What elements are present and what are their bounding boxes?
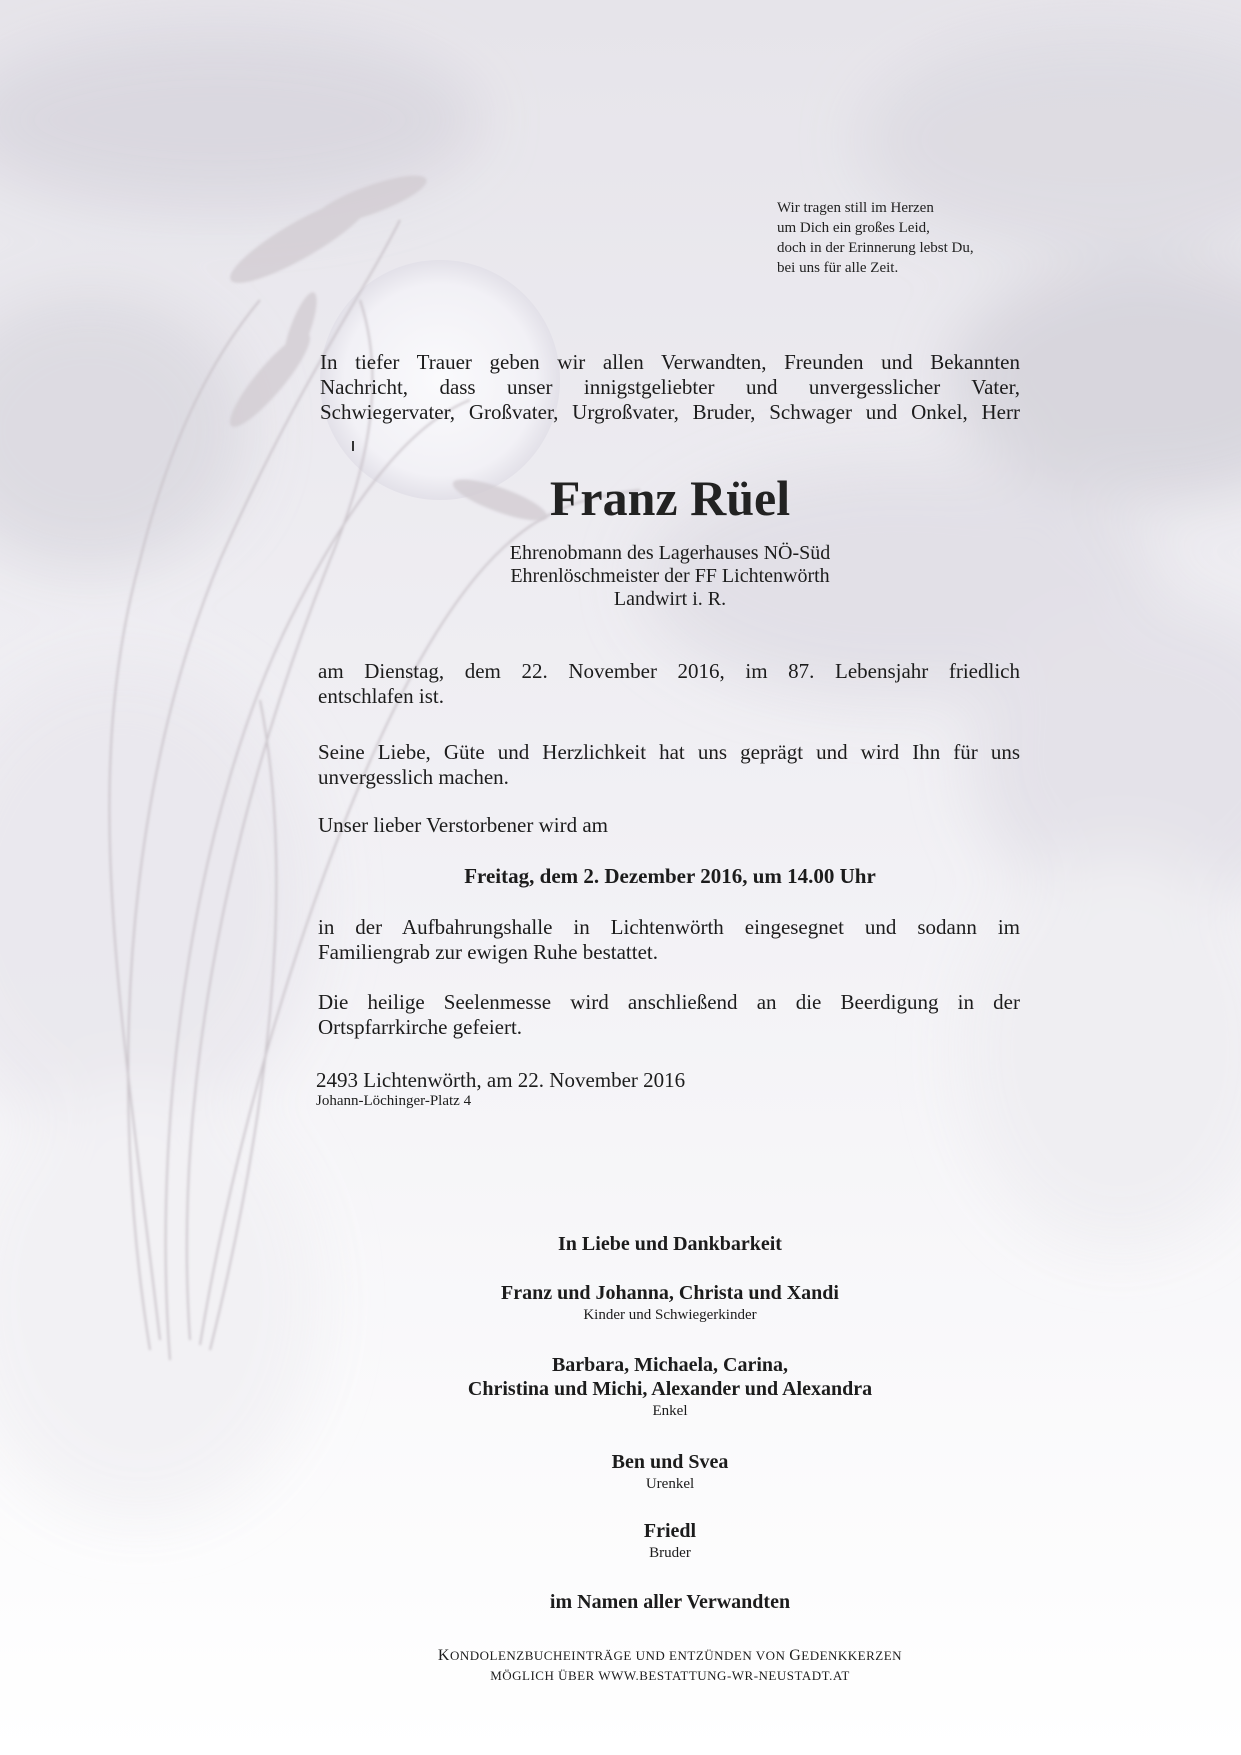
- intro-line: Nachricht, dass unser innigstgeliebter und unvergesslicher Vater,: [320, 375, 1020, 399]
- poem-line: Wir tragen still im Herzen: [777, 200, 934, 216]
- title-line: Landwirt i. R.: [613, 588, 727, 610]
- death-line: am Dienstag, dem 22. November 2016, im 87. Lebensjahr friedlich: [318, 659, 1020, 683]
- mourner-group-brother: [320, 1519, 1020, 1563]
- love-line: Seine Liebe, Güte und Herzlichkeit hat uns geprägt und wird Ihn für uns: [318, 740, 1020, 764]
- deceased-name: Franz Rüel: [549, 470, 791, 526]
- mass-line: Die heilige Seelenmesse wird anschließend an die Beerdigung in der: [318, 990, 1020, 1014]
- footer-line: KONDOLENZBUCHEINTRÄGE UND ENTZÜNDEN VON GEDENKKERZEN: [437, 1647, 903, 1664]
- mourner-relation: Kinder und Schwiegerkinder: [583, 1307, 757, 1323]
- mourner-group-grandchildren: [320, 1353, 1020, 1421]
- funeral-hall-paragraph: [318, 915, 1020, 965]
- poem-line: um Dich ein großes Leid,: [777, 220, 930, 236]
- intro-line: Schwiegervater, Großvater, Urgroßvater, Bruder, Schwager und Onkel, Herr: [320, 400, 1020, 424]
- mass-paragraph: [318, 990, 1020, 1040]
- mourner-names: Friedl: [643, 1520, 697, 1542]
- poem-line: bei uns für alle Zeit.: [777, 260, 899, 276]
- mourner-relation: Bruder: [649, 1545, 691, 1561]
- footer-line: MÖGLICH ÜBER WWW.BESTATTUNG-WR-NEUSTADT.AT: [490, 1668, 850, 1683]
- hall-line: in der Aufbahrungshalle in Lichtenwörth eingesegnet und sodann im: [318, 915, 1020, 939]
- hall-line: Familiengrab zur ewigen Ruhe bestattet.: [318, 940, 658, 964]
- place-date: 2493 Lichtenwörth, am 22. November 2016: [316, 1068, 686, 1092]
- mourner-relation: Enkel: [652, 1403, 688, 1419]
- intro-line: In tiefer Trauer geben wir allen Verwandten, Freunden und Bekannten: [320, 350, 1020, 374]
- love-line: unvergesslich machen.: [318, 765, 509, 789]
- mourner-relation: Urenkel: [645, 1476, 695, 1492]
- love-paragraph: [318, 740, 1020, 790]
- mourner-group-great-grandchildren: [320, 1450, 1020, 1494]
- funeral-intro: Unser lieber Verstorbener wird am: [318, 813, 609, 837]
- mass-line: Ortspfarrkirche gefeiert.: [318, 1015, 523, 1039]
- mourner-group-children: [320, 1281, 1020, 1325]
- intro-paragraph: [320, 350, 1020, 425]
- condolence-footer: [320, 1646, 1020, 1686]
- funeral-date: Freitag, dem 2. Dezember 2016, um 14.00 Uhr: [464, 864, 876, 888]
- deceased-titles: [320, 542, 1020, 611]
- death-notice: [318, 659, 1020, 709]
- mourner-names: Barbara, Michaela, Carina,: [551, 1354, 789, 1376]
- poem: [777, 198, 1037, 278]
- title-line: Ehrenlöschmeister der FF Lichtenwörth: [510, 565, 830, 587]
- mourners-closing: im Namen aller Verwandten: [549, 1591, 791, 1613]
- mourner-names: Christina und Michi, Alexander und Alexandra: [467, 1378, 873, 1400]
- mourner-names: Franz und Johanna, Christa und Xandi: [501, 1282, 839, 1304]
- death-line: entschlafen ist.: [318, 684, 444, 708]
- poem-line: doch in der Erinnerung lebst Du,: [777, 240, 974, 256]
- mourner-names: Ben und Svea: [611, 1451, 729, 1473]
- mourners-heading: In Liebe und Dankbarkeit: [558, 1233, 782, 1255]
- title-line: Ehrenobmann des Lagerhauses NÖ-Süd: [509, 542, 831, 564]
- address: Johann-Löchinger-Platz 4: [316, 1093, 472, 1109]
